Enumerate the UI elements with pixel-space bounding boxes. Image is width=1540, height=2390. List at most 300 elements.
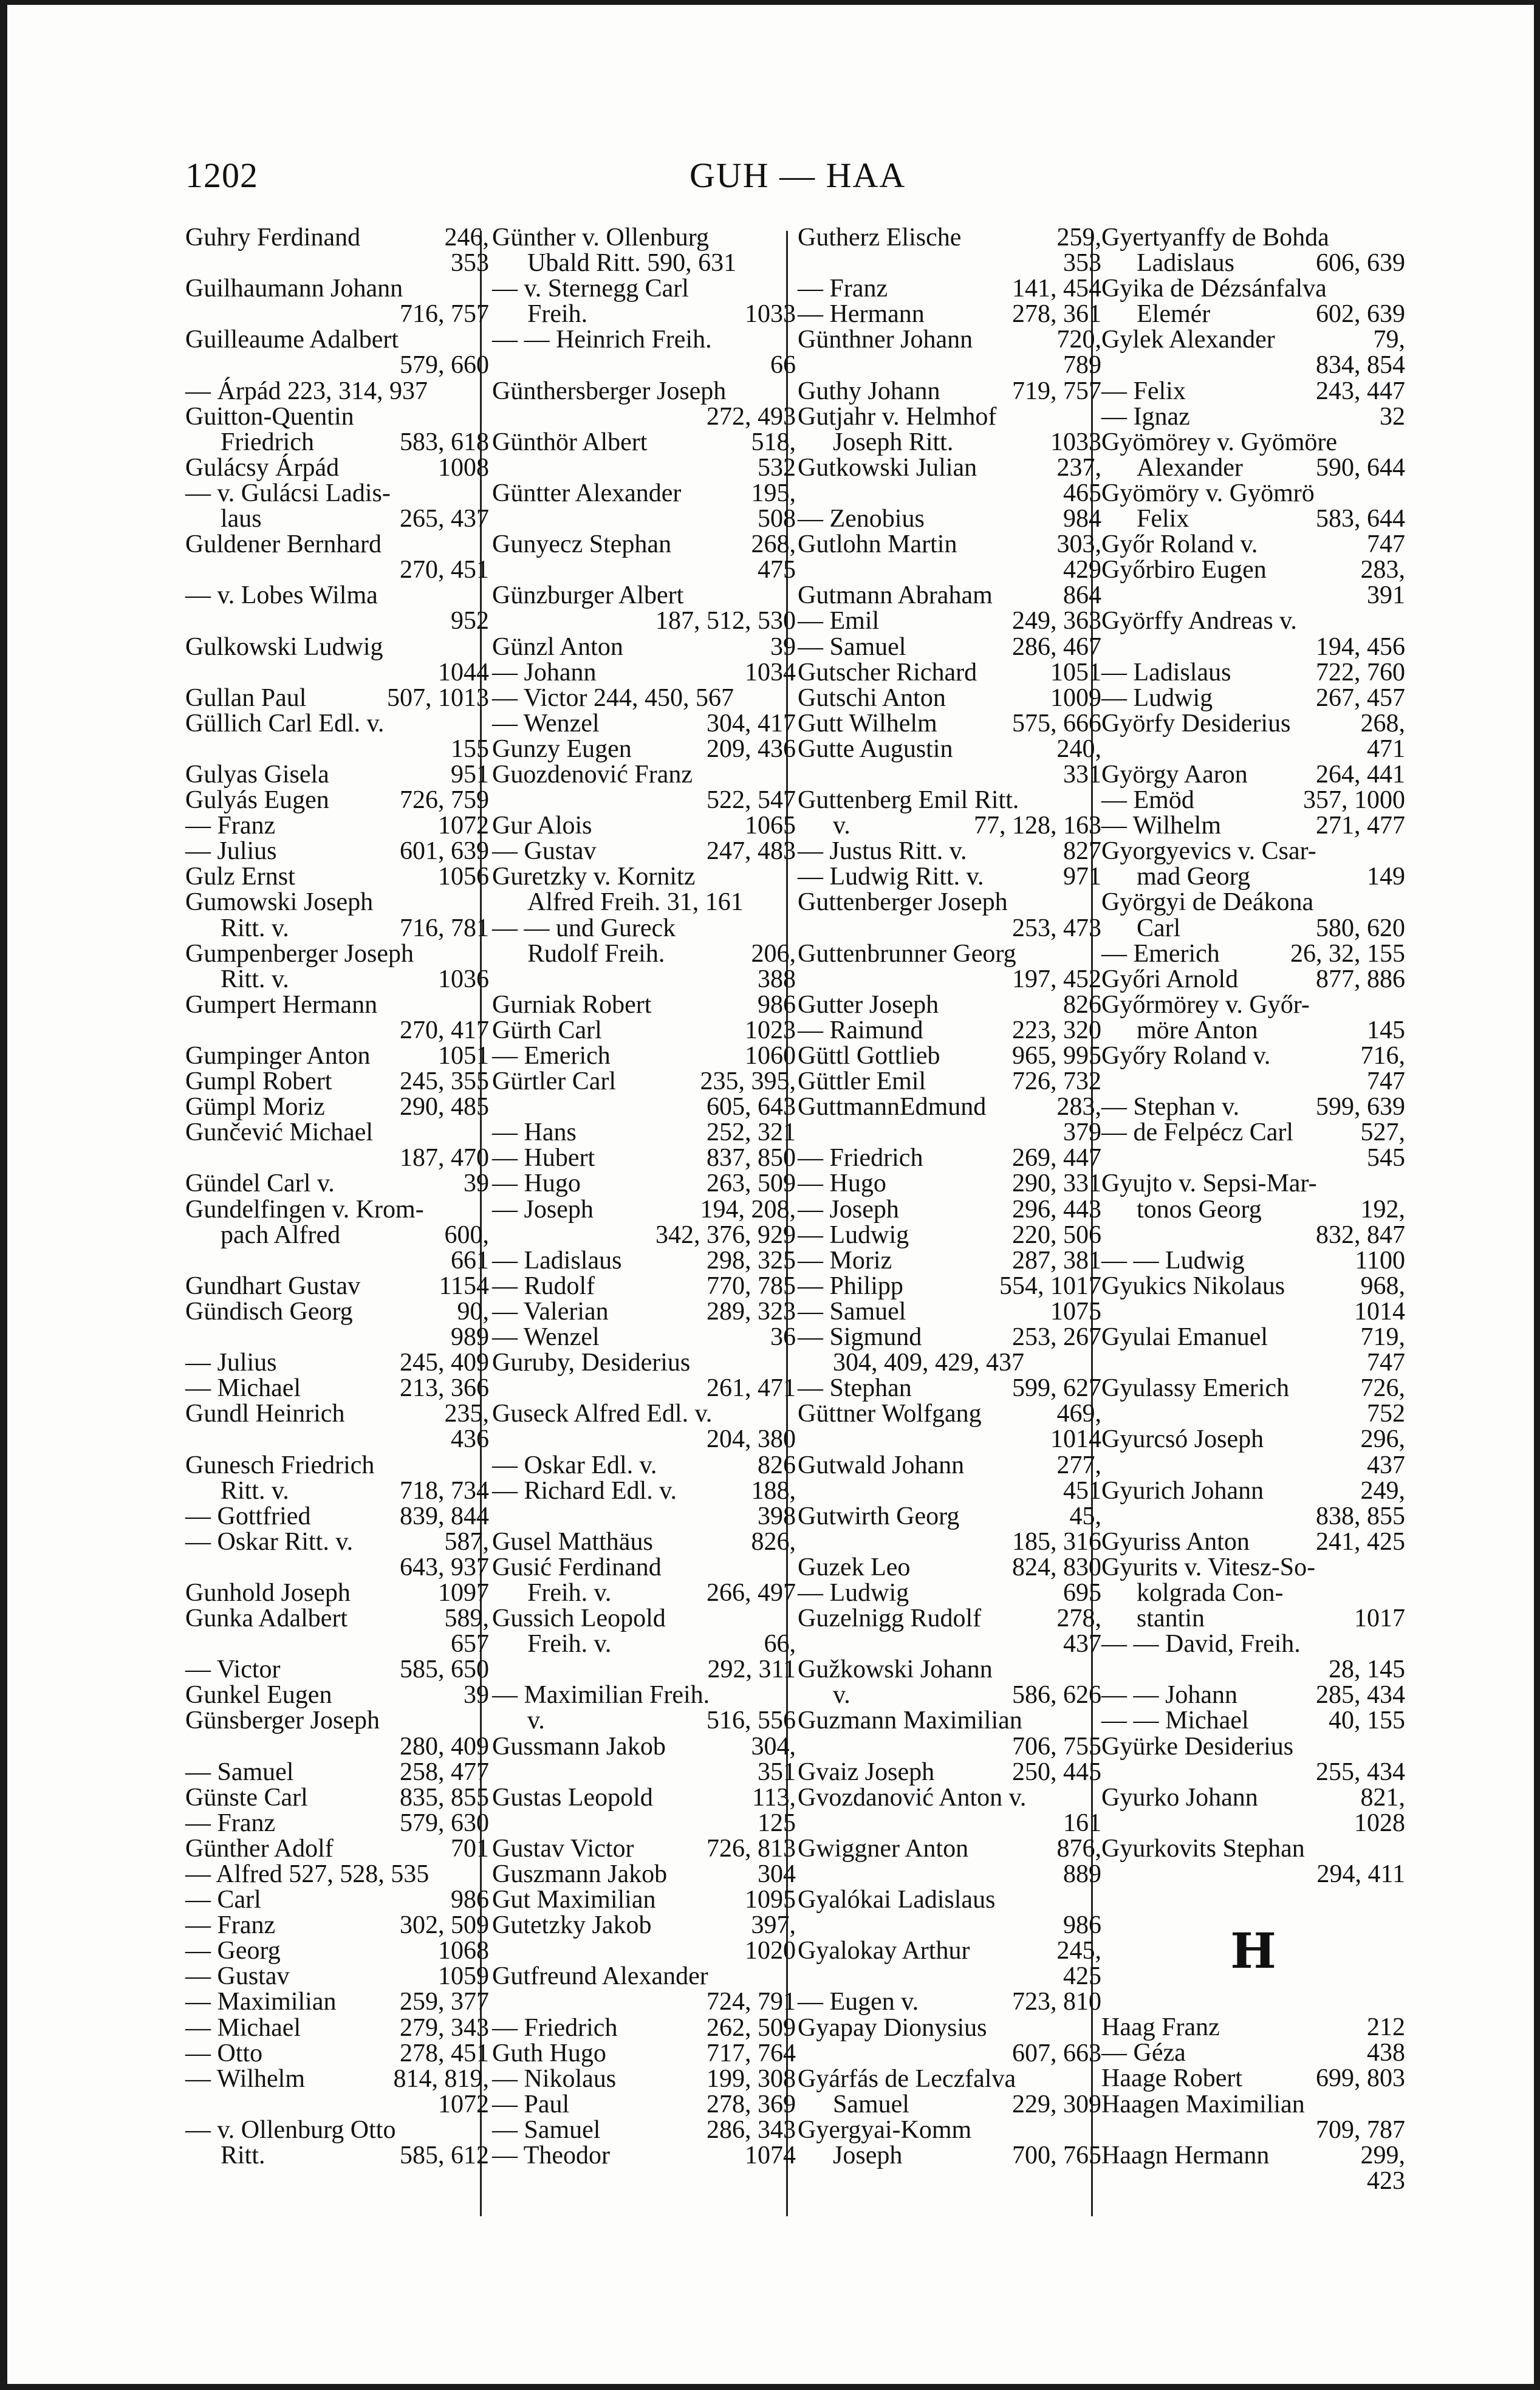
page-refs: 606, 639: [1316, 249, 1405, 278]
page-refs: 451: [1063, 1476, 1101, 1505]
index-entry-line: [492, 1069, 796, 1094]
index-entry-line: [798, 1887, 1101, 1912]
page-refs: 706, 755: [1012, 1732, 1101, 1761]
index-entry-line: [798, 762, 1101, 787]
page-refs: 425: [1063, 1962, 1101, 1991]
index-entry-line: [1101, 736, 1405, 762]
index-entry-line: [185, 941, 489, 967]
index-entry-line: [492, 2143, 796, 2168]
page-refs: 220, 506: [1012, 1221, 1101, 1249]
index-entry-line: [492, 481, 796, 506]
entry-name: — Carl: [185, 1886, 261, 1914]
index-entry-line: [798, 481, 1101, 506]
entry-name: — Alfred 527, 528, 535: [185, 1860, 429, 1888]
page-refs: 599, 627: [1012, 1374, 1101, 1403]
page-refs: 821,: [1360, 1783, 1405, 1812]
index-entry-line: [798, 276, 1101, 301]
index-entry-line: [492, 378, 796, 404]
page-refs: 770, 785: [707, 1272, 796, 1300]
index-entry-line: [1101, 1810, 1405, 1836]
page-refs: 1044: [438, 658, 489, 687]
entry-name: Haagen Maximilian: [1101, 2090, 1305, 2118]
page-refs: 965, 995: [1012, 1042, 1101, 1070]
page-refs: 722, 760: [1316, 658, 1405, 687]
entry-name: — — Ludwig: [1101, 1246, 1245, 1275]
entry-name: — Franz: [185, 1911, 276, 1940]
entry-name: — Raimund: [798, 1016, 923, 1044]
entry-name: — Árpád 223, 314, 937: [185, 377, 428, 405]
entry-name: v.: [527, 1707, 545, 1735]
entry-name: Gurniak Robert: [492, 990, 652, 1019]
index-entry-line: [492, 301, 796, 327]
entry-name: Gyurcsó Joseph: [1101, 1425, 1264, 1454]
index-entry-line: [798, 787, 1101, 813]
entry-name: — — und Gureck: [492, 914, 676, 942]
index-entry-line: [185, 992, 489, 1018]
index-entry-line: [798, 941, 1101, 967]
entry-name: Freih. v.: [527, 1578, 612, 1607]
index-entry-line: [185, 1606, 489, 1631]
page-refs: 747: [1367, 1349, 1405, 1377]
page-refs: 187, 512, 530: [655, 607, 796, 635]
entry-name: — Otto: [185, 2039, 263, 2067]
page-refs: 199, 308: [707, 2064, 796, 2093]
page-refs: 331: [1063, 760, 1101, 789]
page-refs: 253, 267: [1012, 1323, 1101, 1352]
page-refs: 270, 451: [400, 556, 489, 584]
index-entry-line: [492, 1222, 796, 1248]
index-entry-line: [798, 2117, 1101, 2143]
index-entry-line: [492, 352, 796, 378]
index-entry-line: [492, 1120, 796, 1145]
index-entry-line: [185, 1145, 489, 1171]
index-entry-line: [185, 967, 489, 992]
index-entry-line: [492, 1682, 796, 1708]
index-entry-line: [798, 889, 1101, 915]
index-entry-line: [492, 532, 796, 557]
entry-name: — Ludwig Ritt. v.: [798, 863, 984, 891]
index-entry-line: [185, 1964, 489, 1989]
entry-name: Guilhaumann Johann: [185, 275, 403, 303]
entry-name: GuttmannEdmund: [798, 1093, 987, 1121]
index-entry-line: [1101, 1018, 1405, 1043]
index-entry-line: [185, 430, 489, 455]
page-refs: 195,: [751, 479, 796, 507]
index-entry-line: [1101, 301, 1405, 327]
entry-name: Guilleaume Adalbert: [185, 326, 399, 354]
entry-name: Gyertyanffy de Bohda: [1101, 224, 1329, 252]
page-refs: 720,: [1056, 326, 1101, 354]
page-refs: 1095: [745, 1886, 796, 1914]
index-entry-line: [492, 327, 796, 352]
index-entry-line: [492, 404, 796, 430]
page-refs: 522, 547: [707, 786, 796, 815]
entry-name: Freih. v.: [527, 1630, 612, 1659]
index-entry-line: [1101, 1682, 1405, 1708]
entry-name: — Nikolaus: [492, 2064, 617, 2093]
index-entry-line: [492, 2015, 796, 2041]
page-refs: 585, 612: [400, 2142, 489, 2170]
page-refs: 299,: [1360, 2141, 1405, 2169]
index-entry-line: [185, 813, 489, 838]
index-entry-line: [798, 1018, 1101, 1043]
entry-name: Alfred Freih. 31, 161: [527, 888, 744, 917]
entry-name: möre Anton: [1137, 1016, 1258, 1044]
entry-name: — Ignaz: [1101, 402, 1190, 431]
entry-name: stantin: [1137, 1604, 1205, 1633]
entry-name: Ladislaus: [1137, 249, 1234, 278]
entry-name: Felix: [1137, 505, 1189, 533]
page-refs: 39: [464, 1681, 489, 1710]
entry-name: — Maximilian Freih.: [492, 1681, 710, 1710]
page-refs: 269, 447: [1012, 1144, 1101, 1173]
entry-name: Guszmann Jakob: [492, 1860, 668, 1888]
page-refs: 554, 1017: [999, 1272, 1101, 1300]
page-refs: 826: [1063, 990, 1101, 1019]
page-refs: 837, 850: [707, 1144, 796, 1173]
index-entry-line: [492, 225, 796, 250]
page-refs: 36: [770, 1323, 796, 1352]
page-refs: 272, 493: [707, 402, 796, 431]
index-entry-line: [185, 1401, 489, 1426]
index-entry-line: [1101, 634, 1405, 660]
entry-name: Gunčević Michael: [185, 1118, 374, 1147]
entry-name: Carl: [1137, 914, 1181, 942]
index-entry-line: [492, 1912, 796, 1938]
index-entry-line: [492, 2041, 796, 2066]
index-entry-line: [1101, 941, 1405, 967]
index-column-3: [798, 225, 1101, 2230]
entry-name: mad Georg: [1137, 863, 1251, 891]
index-entry-line: [185, 1248, 489, 1273]
index-entry-line: [492, 1273, 796, 1299]
page-refs: 398: [758, 1502, 796, 1530]
page-refs: 209, 436: [707, 734, 796, 763]
entry-name: — Samuel: [185, 1758, 294, 1786]
page-refs: 429: [1063, 556, 1101, 584]
entry-name: Günste Carl: [185, 1783, 308, 1812]
index-entry-line: [185, 1043, 489, 1069]
index-entry-line: [798, 1120, 1101, 1145]
page-refs: 247, 483: [707, 837, 796, 866]
index-entry-line: [185, 1734, 489, 1759]
entry-name: — Franz: [185, 812, 276, 840]
entry-name: Gutmann Abraham: [798, 581, 993, 610]
entry-name: Gusić Ferdinand: [492, 1553, 662, 1581]
page-refs: 1051: [1050, 658, 1101, 687]
page-refs: 719, 757: [1012, 377, 1101, 405]
index-entry-line: [185, 1861, 489, 1887]
index-entry-line: [185, 1912, 489, 1938]
entry-name: Joseph: [833, 2142, 903, 2170]
entry-name: Gündel Carl v.: [185, 1169, 335, 1198]
page-refs: 709, 787: [1316, 2115, 1405, 2144]
index-entry-line: [1101, 838, 1405, 864]
index-entry-line: [492, 1631, 796, 1657]
page-refs: 661: [451, 1246, 489, 1275]
index-entry-line: [492, 967, 796, 992]
entry-name: — — David, Freih.: [1101, 1630, 1301, 1659]
index-entry-line: [185, 2143, 489, 2168]
entry-name: tonos Georg: [1137, 1195, 1262, 1224]
index-entry-line: [492, 864, 796, 889]
entry-name: Gutt Wilhelm: [798, 709, 937, 738]
index-entry-line: [1101, 1043, 1405, 1069]
entry-name: — Emöd: [1101, 786, 1194, 815]
page-refs: 1051: [438, 1042, 489, 1070]
index-entry-line: [492, 1657, 796, 1682]
entry-name: Günther Adolf: [185, 1834, 334, 1863]
index-entry-line: [492, 1171, 796, 1196]
entry-name: — Valerian: [492, 1297, 609, 1326]
index-entry-line: [1101, 1248, 1405, 1273]
index-entry-line: [1101, 1555, 1405, 1580]
entry-name: — Sigmund: [798, 1323, 922, 1352]
index-entry-line: [492, 1938, 796, 1964]
index-entry-line: [1101, 430, 1405, 455]
entry-name: Gutscher Richard: [798, 658, 977, 687]
entry-name: — Friedrich: [492, 2013, 618, 2042]
entry-name: pach Alfred: [221, 1221, 341, 1249]
page-refs: 877, 886: [1316, 965, 1405, 993]
page-refs: 252, 321: [707, 1118, 796, 1147]
entry-name: — Gustav: [185, 1962, 290, 1991]
index-entry-line: [185, 1580, 489, 1606]
page-refs: 1072: [438, 2090, 489, 2118]
index-entry-line: [798, 1657, 1101, 1682]
page-refs: 278, 451: [400, 2039, 489, 2067]
page-refs: 278, 369: [707, 2090, 796, 2118]
index-entry-line: [492, 2117, 796, 2143]
index-entry-line: [798, 1836, 1101, 1861]
page-refs: 40, 155: [1329, 1707, 1405, 1735]
entry-name: Gulyás Eugen: [185, 786, 329, 815]
index-entry-line: [1101, 327, 1405, 352]
entry-name: Guozdenović Franz: [492, 760, 693, 789]
entry-name: — Georg: [185, 1937, 281, 1965]
entry-name: v.: [833, 812, 850, 840]
index-entry-line: [798, 1529, 1101, 1555]
page-refs: 1008: [438, 453, 489, 482]
index-entry-line: [185, 608, 489, 634]
index-entry-line: [185, 1682, 489, 1708]
entry-name: — — Johann: [1101, 1681, 1237, 1710]
entry-name: Gullan Paul: [185, 683, 307, 712]
index-entry-line: [798, 685, 1101, 711]
index-entry-line: [492, 2092, 796, 2117]
index-entry-line: [185, 787, 489, 813]
index-entry-line: [798, 1734, 1101, 1759]
entry-name: — v. Sternegg Carl: [492, 275, 689, 303]
index-entry-line: [798, 1606, 1101, 1631]
index-entry-line: [798, 1631, 1101, 1657]
entry-name: Freih.: [527, 300, 588, 329]
index-entry-line: [1101, 1529, 1405, 1555]
page-refs: 952: [451, 607, 489, 635]
page-refs: 838, 855: [1316, 1502, 1405, 1530]
index-entry-line: [798, 916, 1101, 941]
index-entry-line: [1101, 583, 1405, 608]
page-refs: 876,: [1056, 1834, 1101, 1863]
index-entry-line: [492, 711, 796, 736]
page-refs: 1068: [438, 1937, 489, 1965]
page-refs: 265, 437: [400, 505, 489, 533]
page-refs: 155: [451, 734, 489, 763]
index-entry-line: [798, 1478, 1101, 1504]
page-refs: 263, 509: [707, 1169, 796, 1198]
page-refs: 951: [451, 760, 489, 789]
page-refs: 294, 411: [1316, 1860, 1405, 1888]
index-entry-line: [185, 1453, 489, 1478]
page-refs: 835, 855: [400, 1783, 489, 1812]
index-entry-line: [798, 2015, 1101, 2041]
index-entry-line: [185, 1018, 489, 1043]
page-refs: 279, 343: [400, 2013, 489, 2042]
index-entry-line: [492, 1606, 796, 1631]
page-refs: 391: [1367, 581, 1405, 610]
index-entry-line: [798, 1222, 1101, 1248]
entry-name: Gutjahr v. Helmhof: [798, 402, 997, 431]
index-entry-line: [798, 838, 1101, 864]
index-entry-line: [1101, 685, 1405, 711]
entry-name: — Eugen v.: [798, 1988, 919, 2016]
index-entry-line: [185, 1989, 489, 2015]
entry-name: Gündisch Georg: [185, 1297, 353, 1326]
index-entry-line: [492, 992, 796, 1018]
entry-name: Ritt. v.: [221, 965, 289, 993]
page-refs: 583, 644: [1316, 505, 1405, 533]
index-entry-line: [492, 1580, 796, 1606]
index-entry-line: [492, 787, 796, 813]
page-refs: 270, 417: [400, 1016, 489, 1044]
entry-name: — Friedrich: [798, 1144, 923, 1173]
page-refs: 968,: [1360, 1272, 1405, 1300]
page-refs: 832, 847: [1316, 1221, 1405, 1249]
entry-name: Guth Hugo: [492, 2039, 606, 2067]
page-refs: 643, 937: [400, 1553, 489, 1581]
page-refs: 245, 355: [400, 1067, 489, 1096]
index-entry-line: [185, 685, 489, 711]
page-number: 1202: [185, 156, 258, 195]
index-entry-line: [185, 557, 489, 583]
index-entry-line: [798, 557, 1101, 583]
index-entry-line: [798, 1375, 1101, 1401]
index-entry-line: [1101, 1657, 1405, 1682]
entry-name: Gutlohn Martin: [798, 530, 957, 559]
page-refs: 724, 791: [707, 1988, 796, 2016]
index-entry-line: [798, 2041, 1101, 2066]
index-entry-line: [185, 583, 489, 608]
index-entry-line: [492, 1094, 796, 1120]
page-refs: 1014: [1050, 1425, 1101, 1454]
entry-name: Gwiggner Anton: [798, 1834, 969, 1863]
index-entry-line: [798, 1171, 1101, 1196]
entry-name: Friedrich: [221, 428, 314, 456]
index-entry-line: [492, 583, 796, 608]
page-refs: 717, 764: [707, 2039, 796, 2067]
page-refs: 1074: [745, 2142, 796, 2170]
entry-name: — Emerich: [492, 1042, 611, 1070]
page-refs: 586, 626: [1012, 1681, 1101, 1710]
entry-name: — Joseph: [798, 1195, 899, 1224]
index-entry-line: [492, 1734, 796, 1759]
page-refs: 986: [1063, 1911, 1101, 1940]
entry-name: Güttler Emil: [798, 1067, 926, 1096]
index-entry-line: [798, 992, 1101, 1018]
index-entry-line: [185, 455, 489, 481]
entry-name: — Paul: [492, 2090, 570, 2118]
index-entry-line: [185, 2092, 489, 2117]
page-refs: 508: [758, 505, 796, 533]
entry-name: Gutte Augustin: [798, 734, 953, 763]
page-refs: 262, 509: [707, 2013, 796, 2042]
index-entry-line: [798, 404, 1101, 430]
index-entry-line: [185, 327, 489, 352]
index-entry-line: [1101, 916, 1405, 941]
entry-name: — Johann: [492, 658, 597, 687]
entry-name: Guttenberger Joseph: [798, 888, 1008, 917]
entry-name: Günzl Anton: [492, 632, 623, 661]
entry-name: — Gottfried: [185, 1502, 311, 1530]
index-entry-line: [798, 1964, 1101, 1989]
scan-border-right: [1534, 0, 1540, 2390]
index-entry-line: [492, 685, 796, 711]
index-entry-line: [185, 1529, 489, 1555]
entry-name: Gyulassy Emerich: [1101, 1374, 1290, 1403]
index-entry-line: [1101, 660, 1405, 685]
page-refs: 579, 660: [400, 351, 489, 380]
entry-name: — Victor 244, 450, 567: [492, 683, 734, 712]
index-entry-line: [492, 250, 796, 276]
index-entry-line: [798, 1989, 1101, 2015]
entry-name: Gyurko Johann: [1101, 1783, 1258, 1812]
index-entry-line: [798, 1708, 1101, 1733]
index-entry-line: [185, 1708, 489, 1733]
entry-name: Gutherz Elische: [798, 224, 962, 252]
entry-name: — Hermann: [798, 300, 925, 329]
page-refs: 388: [758, 965, 796, 993]
page-refs: 589,: [444, 1604, 489, 1633]
page-refs: 26, 32, 155: [1290, 939, 1405, 968]
index-entry-line: [798, 1324, 1101, 1350]
index-entry-line: [1101, 1350, 1405, 1375]
entry-name: Guzmann Maximilian: [798, 1707, 1022, 1735]
page-refs: 245,: [1056, 1937, 1101, 1965]
entry-name: — Ludwig: [798, 1578, 909, 1607]
index-entry-line: [492, 660, 796, 685]
entry-name: Gusel Matthäus: [492, 1527, 653, 1556]
entry-name: György Aaron: [1101, 760, 1248, 789]
entry-name: Gulz Ernst: [185, 863, 295, 891]
index-entry-line: [1101, 506, 1405, 532]
entry-name: Güllich Carl Edl. v.: [185, 709, 385, 738]
index-entry-line: [1101, 2143, 1405, 2168]
page-refs: 599, 639: [1316, 1093, 1405, 1121]
running-header: GUH — HAA: [690, 156, 906, 195]
page-refs: 827: [1063, 837, 1101, 866]
page-refs: 716,: [1360, 1042, 1405, 1070]
index-entry-line: [492, 1555, 796, 1580]
page-refs: 289, 323: [707, 1297, 796, 1326]
page-refs: 1028: [1354, 1809, 1405, 1837]
index-entry-line: [492, 1145, 796, 1171]
page-refs: 278,: [1056, 1604, 1101, 1633]
page-refs: 240,: [1056, 734, 1101, 763]
index-entry-line: [492, 1964, 796, 1989]
index-entry-line: [798, 1555, 1101, 1580]
index-entry-line: [1101, 967, 1405, 992]
entry-name: — Samuel: [492, 2115, 601, 2144]
